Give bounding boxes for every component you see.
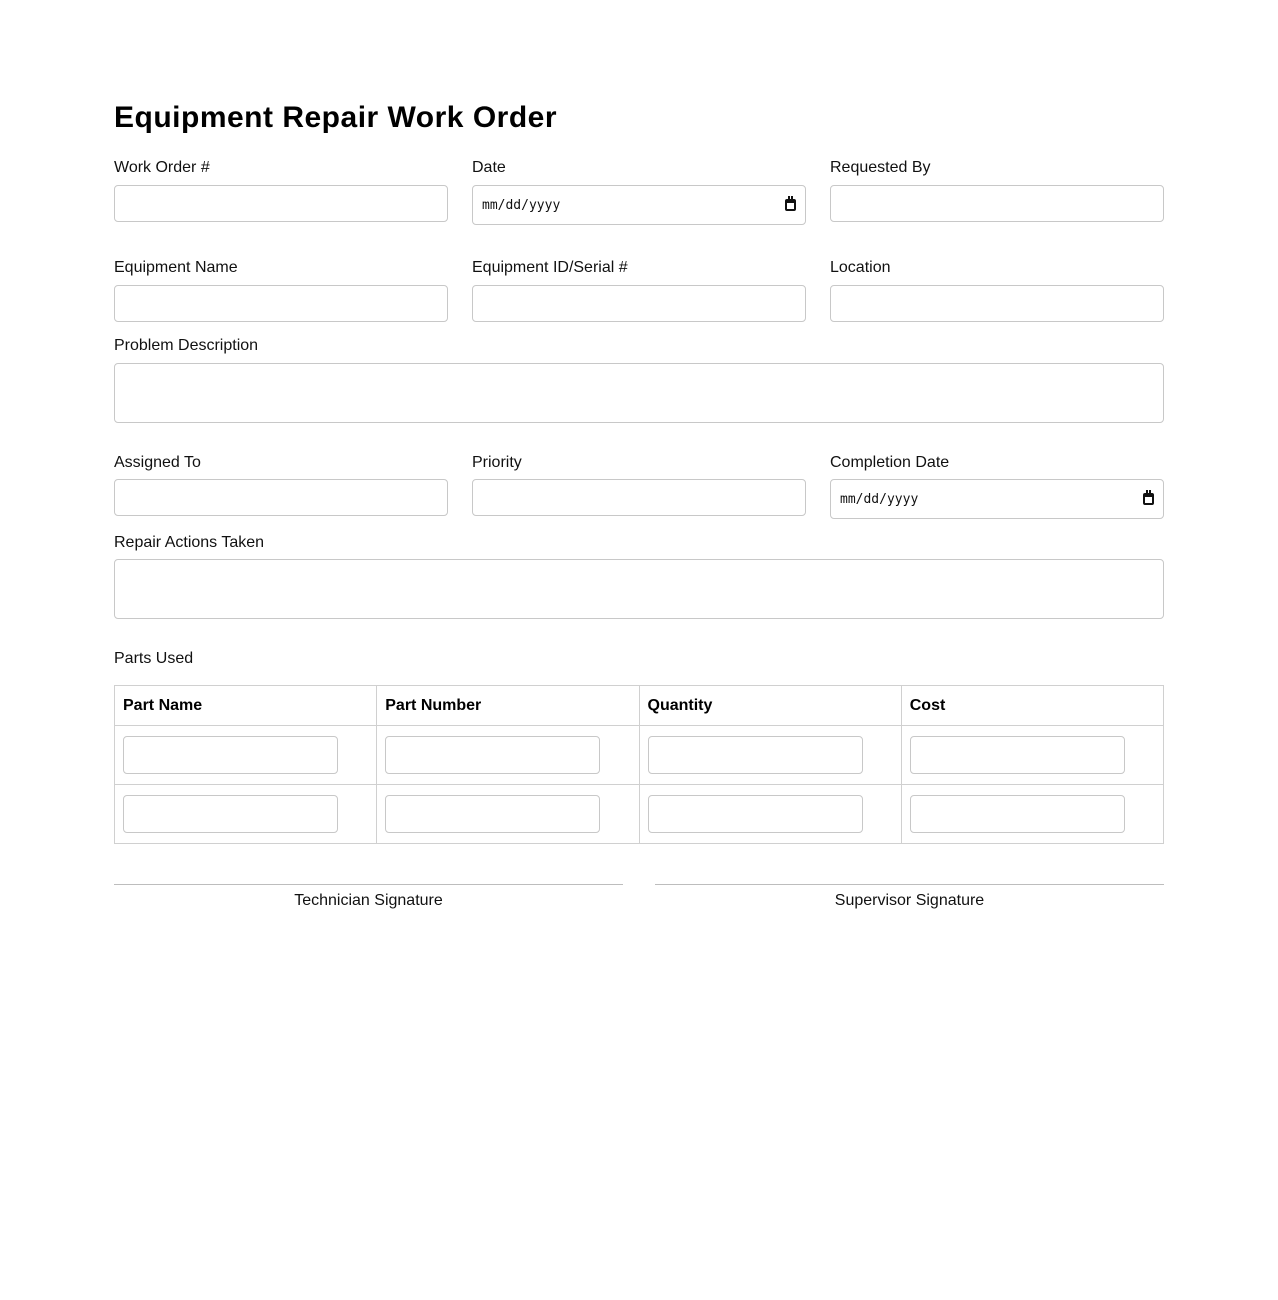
parts-used-section bbox=[114, 649, 1164, 844]
repair-actions-label: Repair Actions Taken bbox=[114, 534, 265, 551]
work-order-input[interactable] bbox=[114, 185, 448, 222]
priority-input[interactable] bbox=[472, 479, 806, 516]
requested-by-field-group bbox=[830, 158, 1164, 225]
table-cell bbox=[115, 726, 377, 785]
equipment-name-field-group bbox=[114, 258, 448, 322]
calendar-icon[interactable] bbox=[1143, 493, 1154, 505]
equipment-id-label: Equipment ID/Serial # bbox=[472, 259, 628, 276]
quantity-input[interactable] bbox=[648, 736, 863, 774]
completion-date-field-group bbox=[830, 453, 1164, 519]
part-name-header: Part Name bbox=[115, 686, 377, 726]
parts-table-header-row bbox=[115, 686, 1164, 726]
part-name-input[interactable] bbox=[123, 795, 338, 833]
supervisor-signature-line[interactable] bbox=[655, 884, 1164, 911]
equipment-id-input[interactable] bbox=[472, 285, 806, 322]
parts-used-label: Parts Used bbox=[114, 650, 194, 667]
repair-actions-group bbox=[114, 533, 1164, 619]
work-order-label: Work Order # bbox=[114, 159, 210, 176]
row-order-info bbox=[114, 158, 1164, 225]
table-row bbox=[115, 726, 1164, 785]
table-cell bbox=[639, 785, 901, 844]
date-input[interactable] bbox=[472, 185, 806, 225]
location-field-group bbox=[830, 258, 1164, 322]
row-equipment-info bbox=[114, 258, 1164, 322]
parts-table bbox=[114, 685, 1164, 844]
cost-input[interactable] bbox=[910, 736, 1125, 774]
technician-signature-label: Technician Signature bbox=[294, 892, 443, 909]
calendar-icon[interactable] bbox=[785, 199, 796, 211]
row-assignment-info bbox=[114, 453, 1164, 519]
assigned-to-input[interactable] bbox=[114, 479, 448, 516]
supervisor-signature-label: Supervisor Signature bbox=[834, 892, 985, 909]
part-number-header: Part Number bbox=[377, 686, 639, 726]
part-number-input[interactable] bbox=[385, 736, 600, 774]
equipment-id-field-group bbox=[472, 258, 806, 322]
problem-description-textarea[interactable] bbox=[114, 363, 1164, 423]
table-cell bbox=[639, 726, 901, 785]
table-cell bbox=[377, 785, 639, 844]
completion-date-input[interactable] bbox=[830, 479, 1164, 519]
problem-description-group bbox=[114, 336, 1164, 423]
problem-description-label: Problem Description bbox=[114, 337, 259, 354]
priority-label: Priority bbox=[472, 454, 522, 471]
table-cell bbox=[377, 726, 639, 785]
completion-date-placeholder: mm/dd/yyyy bbox=[840, 491, 919, 507]
work-order-field-group bbox=[114, 158, 448, 225]
location-input[interactable] bbox=[830, 285, 1164, 322]
priority-field-group bbox=[472, 453, 806, 519]
completion-date-label: Completion Date bbox=[830, 454, 950, 471]
date-placeholder: mm/dd/yyyy bbox=[482, 197, 561, 213]
repair-actions-textarea[interactable] bbox=[114, 559, 1164, 619]
cost-input[interactable] bbox=[910, 795, 1125, 833]
page-title: Equipment Repair Work Order bbox=[114, 101, 558, 134]
requested-by-input[interactable] bbox=[830, 185, 1164, 222]
table-cell bbox=[901, 726, 1163, 785]
equipment-name-input[interactable] bbox=[114, 285, 448, 322]
assigned-to-label: Assigned To bbox=[114, 454, 201, 471]
table-cell bbox=[115, 785, 377, 844]
quantity-header: Quantity bbox=[639, 686, 901, 726]
assigned-to-field-group bbox=[114, 453, 448, 519]
signature-row bbox=[114, 884, 1164, 911]
location-label: Location bbox=[830, 259, 891, 276]
part-number-input[interactable] bbox=[385, 795, 600, 833]
quantity-input[interactable] bbox=[648, 795, 863, 833]
equipment-name-label: Equipment Name bbox=[114, 259, 238, 276]
technician-signature-line[interactable] bbox=[114, 884, 623, 911]
work-order-form bbox=[114, 96, 1164, 911]
date-label: Date bbox=[472, 159, 506, 176]
cost-header: Cost bbox=[901, 686, 1163, 726]
table-cell bbox=[901, 785, 1163, 844]
requested-by-label: Requested By bbox=[830, 159, 931, 176]
date-field-group bbox=[472, 158, 806, 225]
table-row bbox=[115, 785, 1164, 844]
part-name-input[interactable] bbox=[123, 736, 338, 774]
